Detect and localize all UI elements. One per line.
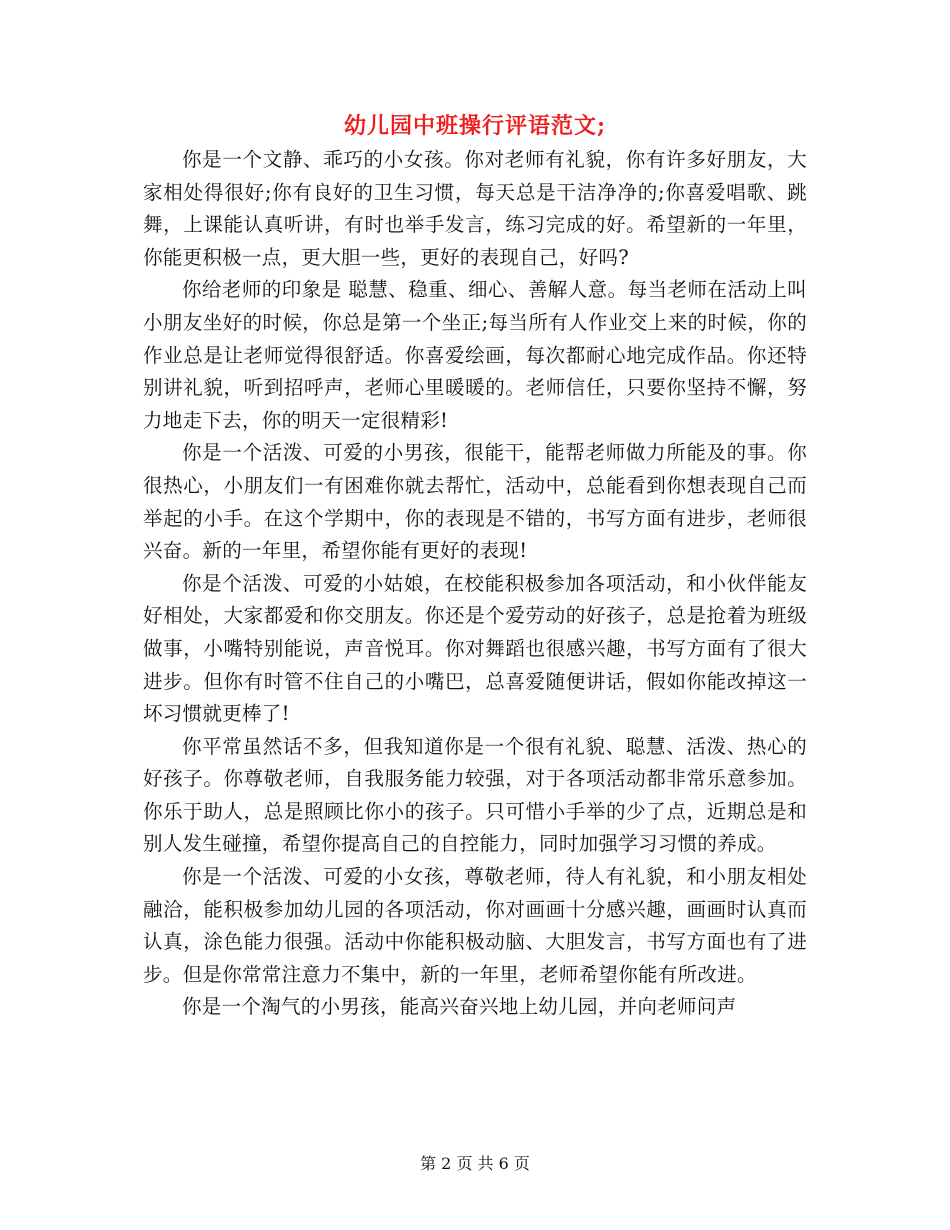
document-title: 幼儿园中班操行评语范文; — [343, 113, 607, 139]
paragraph: 你平常虽然话不多，但我知道你是一个很有礼貌、聪慧、活泼、热心的好孩子。你尊敬老师，自我服务能力较强，对于各项活动都非常乐意参加。你乐于助人，总是照顾比你小的孩子。只可惜小手举的少了点，近期总是和别人发生碰撞，希望你提高自己的自控能力，同时加强学习习惯的养成。 — [143, 734, 807, 856]
paragraph: 你是一个淘气的小男孩，能高兴奋兴地上幼儿园，并向老师问声 — [182, 995, 737, 1019]
page-number-footer: 第 2 页 共 6 页 — [420, 1154, 530, 1173]
paragraph: 你是一个活泼、可爱的小女孩，尊敬老师，待人有礼貌，和小朋友相处融洽，能积极参加幼儿园的各项活动，你对画画十分感兴趣，画画时认真而认真，涂色能力很强。活动中你能积极动脑、大胆发言，书写方面也有了进步。但是你常常注意力不集中，新的一年里，老师希望你能有所改进。 — [143, 865, 807, 986]
paragraph: 你是个活泼、可爱的小姑娘，在校能积极参加各项活动，和小伙伴能友好相处，大家都爱和你交朋友。你还是个爱劳动的好孩子，总是抢着为班级做事，小嘴特别能说，声音悦耳。你对舞蹈也很感兴趣，书写方面有了很大进步。但你有时管不住自己的小嘴巴，总喜爱随便讲话，假如你能改掉这一坏习惯就更棒了! — [143, 571, 807, 726]
paragraph: 你是一个文静、乖巧的小女孩。你对老师有礼貌，你有许多好朋友，大家相处得很好;你有良好的卫生习惯，每天总是干洁净净的;你喜爱唱歌、跳舞，上课能认真听讲，有时也举手发言，练习完成的好。希望新的一年里，你能更积极一点，更大胆一些，更好的表现自己，好吗? — [143, 148, 807, 269]
document-body — [143, 144, 807, 1024]
paragraph: 你是一个活泼、可爱的小男孩，很能干，能帮老师做力所能及的事。你很热心，小朋友们一有困难你就去帮忙，活动中，总能看到你想表现自己而举起的小手。在这个学期中，你的表现是不错的，书写方面有进步，老师很兴奋。新的一年里，希望你能有更好的表现! — [143, 441, 807, 563]
paragraph: 你给老师的印象是 聪慧、稳重、细心、善解人意。每当老师在活动上叫小朋友坐好的时候，你总是第一个坐正;每当所有人作业交上来的时候，你的作业总是让老师觉得很舒适。你喜爱绘画，每次都耐心地完成作品。你还特别讲礼貌，听到招呼声，老师心里暖暖的。老师信任，只要你坚持不懈，努力地走下去，你的明天一定很精彩! — [143, 278, 807, 432]
